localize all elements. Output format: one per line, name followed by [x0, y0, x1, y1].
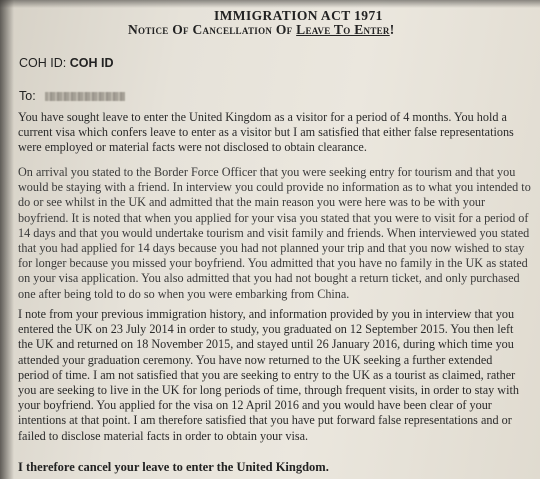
paragraph-line: for longer because you missed your boyfriend. You admitted that you have no family in the UK as stated: [18, 256, 528, 271]
paragraph-line: entered the UK on 23 July 2014 in order to study, you graduated on 12 September 2015. You then left: [18, 322, 514, 337]
paragraph-line: boyfriend. It is noted that when you applied for your visa you stated that you were to visit for a period of: [18, 210, 529, 225]
coh-id-label: COH ID:: [19, 56, 67, 70]
paragraph-immigration-history: [18, 307, 530, 444]
paragraph-line: You have sought leave to enter the United Kingdom as a visitor for a period of 4 months. You hold a: [18, 110, 507, 124]
paragraph-line: were employed or material facts were not disclosed to obtain clearance.: [18, 140, 367, 155]
act-title: IMMIGRATION ACT 1971: [214, 8, 383, 23]
page-shadow-left: [0, 0, 14, 479]
paragraph-line: the UK and returned on 18 November 2015, and stayed until 26 January 2016, during which time you: [18, 337, 514, 352]
paragraph-line: that you had applied for 14 days because you had not planned your trip and that you now wished to stay: [18, 241, 525, 256]
paragraph-line: attended your graduation ceremony. You have now returned to the UK seeking a further extended: [18, 352, 493, 367]
paragraph-line: 14 days and that you would undertake tourism and visit family and friends. When interviewed you stated: [18, 225, 530, 240]
paragraph-line: I note from your previous immigration history, and information provided by you in interview that you: [18, 307, 515, 321]
notice-title-part2: Leave To Enter: [296, 22, 390, 37]
page-shadow-top: [0, 0, 540, 8]
recipient-row: [19, 89, 125, 103]
redacted-name: [45, 92, 125, 101]
recipient-label: To:: [19, 89, 36, 103]
notice-title-mark: !: [389, 22, 395, 37]
coh-id-value: COH ID: [69, 56, 114, 70]
notice-title: [128, 22, 395, 38]
paragraph-arrival-interview: [18, 165, 530, 302]
cancellation-statement: I therefore cancel your leave to enter the United Kingdom.: [18, 460, 329, 474]
paragraph-line: your boyfriend. You applied for the visa on 12 April 2016 and you would have been clear of your: [18, 398, 492, 413]
paragraph-line: current visa which confers leave to enter as a visitor but I am satisfied that either false representations: [18, 125, 514, 140]
paragraph-visa-statement: [18, 110, 530, 156]
paragraph-line: would be staying with a friend. In interview you could provide no information as to what you intended to: [18, 180, 531, 195]
paragraph-line: you are seeking to live in the UK for long periods of time, through frequent visits, in order to stay with: [18, 383, 519, 398]
notice-title-part1: Notice Of Cancellation Of: [128, 22, 297, 37]
paragraph-line: one after being told to do so when you were embarking from China.: [18, 286, 350, 301]
paragraph-line: failed to disclose material facts in order to obtain your visa.: [18, 428, 309, 443]
coh-id-row: [19, 56, 113, 70]
paragraph-line: period of time. I am not satisfied that you are seeking to entry to the UK as a tourist as claimed, rather: [18, 367, 516, 382]
paragraph-line: do or see whilst in the UK and admitted that the main reason you were here was to be with your: [18, 195, 486, 210]
paragraph-line: on your visa application. You also admitted that you had not bought a return ticket, and only purchased: [18, 271, 520, 286]
paragraph-line: On arrival you stated to the Border Force Officer that you were seeking entry for tourism and that you: [18, 165, 516, 179]
paragraph-line: intentions at that point. I am therefore satisfied that you have put forward false representations and or: [18, 413, 512, 428]
